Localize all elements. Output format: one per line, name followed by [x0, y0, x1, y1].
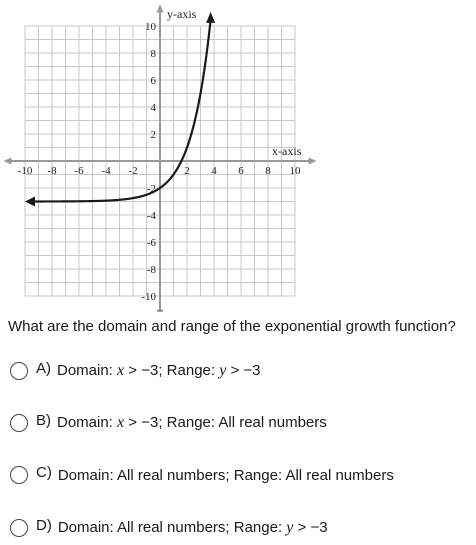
- option-letter: D): [36, 516, 52, 534]
- option-text: Domain: All real numbers; Range: y > −3: [57, 519, 328, 536]
- curve-left-arrow: [25, 196, 35, 206]
- y-tick-label: -10: [141, 291, 156, 303]
- x-axis-arrow-left: [3, 158, 11, 165]
- x-tick-label: 10: [289, 165, 301, 177]
- option-letter: C): [36, 463, 52, 481]
- x-tick-label: -6: [74, 165, 84, 177]
- option-c[interactable]: [10, 462, 394, 488]
- x-tick-label: 2: [184, 165, 190, 177]
- x-axis-label: x-axis: [272, 144, 302, 158]
- y-axis-label: y-axis: [167, 6, 197, 21]
- x-tick-label: -8: [47, 165, 57, 177]
- y-tick-label: -2: [146, 183, 156, 195]
- y-tick-label: 10: [145, 21, 156, 33]
- x-tick-label: -2: [128, 165, 138, 177]
- x-tick-label: 8: [265, 165, 271, 177]
- x-tick-label: 6: [238, 165, 244, 177]
- radio-button-a[interactable]: [10, 362, 28, 380]
- x-tick-label: 4: [211, 165, 217, 177]
- coordinate-graph: [0, 0, 320, 312]
- x-tick-label: -4: [101, 165, 111, 177]
- option-text: Domain: x > −3; Range: y > −3: [57, 362, 261, 379]
- option-letter: B): [36, 411, 51, 429]
- y-tick-label: 6: [150, 75, 156, 87]
- x-tick-label: -10: [17, 165, 33, 177]
- option-a[interactable]: [10, 358, 261, 384]
- x-axis-arrow-right: [309, 158, 317, 165]
- curve-top-arrow: [206, 12, 215, 23]
- y-tick-label: -4: [146, 210, 156, 222]
- y-axis-arrow-down: [157, 310, 164, 313]
- option-letter: A): [36, 359, 51, 377]
- y-tick-label: -8: [146, 264, 156, 276]
- y-tick-label: 8: [150, 48, 156, 60]
- y-tick-label: 4: [150, 102, 156, 114]
- option-b[interactable]: [10, 410, 327, 436]
- radio-button-b[interactable]: [10, 414, 28, 432]
- graph-axes: [3, 4, 316, 312]
- radio-button-c[interactable]: [10, 466, 28, 484]
- option-text: Domain: x > −3; Range: All real numbers: [57, 414, 327, 431]
- question-text: What are the domain and range of the exponential growth function?: [8, 318, 456, 335]
- y-tick-label: -6: [146, 237, 156, 249]
- radio-button-d[interactable]: [10, 519, 28, 537]
- y-axis-arrow-up: [157, 4, 164, 12]
- option-text: Domain: All real numbers; Range: All real numbers: [57, 466, 394, 484]
- y-tick-label: 2: [150, 129, 156, 141]
- option-d[interactable]: [10, 515, 328, 541]
